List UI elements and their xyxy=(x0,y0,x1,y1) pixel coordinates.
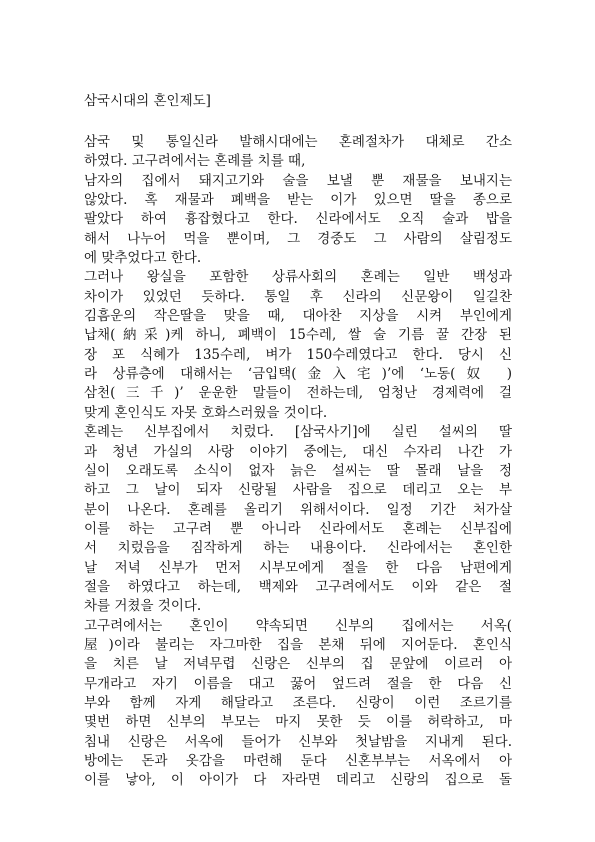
text-line: 부와 함께 자게 해달라고 조른다. 신랑이 이런 조르기를 xyxy=(84,694,512,711)
text-line: 남자의 집에서 돼지고기와 술을 보낼 뿐 재물을 보내지는 xyxy=(84,172,512,189)
text-line: 과 청년 가실의 사랑 이야기 중에는, 대신 수자리 나간 가 xyxy=(84,443,512,460)
text-line: 라 상류층에 대해서는 ‘금입택(金入宅)’에 ‘노동(奴 ) xyxy=(84,366,512,383)
text-line: 삼국 및 통일신라 발해시대에는 혼례절차가 대체로 간소 xyxy=(84,134,512,150)
text-line: 팔았다 하여 흉잡혔다고 한다. 신라에서도 오직 술과 밥을 xyxy=(84,211,512,228)
text-line: 고구려에서는 혼인이 약속되면 신부의 집에서는 서옥( xyxy=(84,617,512,634)
text-line: 장 포 식혜가 135수레, 벼가 150수레였다고 한다. 당시 신 xyxy=(84,346,512,363)
document-page xyxy=(84,0,512,842)
text-line: 그러나 왕실을 포함한 상류사회의 혼례는 일반 백성과 xyxy=(84,269,512,286)
text-line: 않았다. 혹 재물과 폐백을 받는 이가 있으면 딸을 종으로 xyxy=(84,192,512,209)
text-line: 屋)이라 불리는 자그마한 집을 본채 뒤에 지어둔다. 혼인식 xyxy=(84,636,512,653)
text-line: 이를 낳아, 이 아이가 다 자라면 데리고 신랑의 집으로 돌 xyxy=(84,772,512,789)
text-line: 을 치른 날 저녁무렵 신랑은 신부의 집 문앞에 이르러 아 xyxy=(84,656,512,673)
text-line: 분이 나온다. 혼례를 올리기 위해서이다. 일정 기간 처가살 xyxy=(84,501,512,518)
text-line: 하였다. 고구려에서는 혼례를 치를 때, xyxy=(84,153,306,170)
text-line: 차이가 있었던 듯하다. 통일 후 신라의 신문왕이 일길찬 xyxy=(84,288,512,305)
text-line: 에 맞추었다고 한다. xyxy=(84,250,202,267)
text-line: 날 저녁 신부가 먼저 시부모에게 절을 한 다음 남편에게 xyxy=(84,559,512,576)
text-line: 이를 하는 고구려 뿐 아니라 신라에서도 혼례는 신부집에 xyxy=(84,520,512,537)
text-line: 삼천(三千)’ 운운한 말들이 전하는데, 엄청난 경제력에 걸 xyxy=(84,385,512,402)
section-title: 삼국시대의 혼인제도] xyxy=(84,93,211,109)
text-line: 해서 나누어 먹을 뿐이며, 그 경중도 그 사람의 살림정도 xyxy=(84,230,512,247)
text-line: 맞게 혼인식도 자못 호화스러웠을 것이다. xyxy=(84,404,328,421)
text-line: 방에는 돈과 옷감을 마련해 둔다 신혼부부는 서옥에서 아 xyxy=(84,753,512,769)
text-line: 서 치렀음을 짐작하게 하는 내용이다. 신라에서는 혼인한 xyxy=(84,540,512,557)
body-text xyxy=(84,133,512,791)
text-line: 김흠운의 작은딸을 맞을 때, 대아찬 지상을 시켜 부인에게 xyxy=(84,308,512,325)
text-line: 절을 하였다고 하는데, 백제와 고구려에서도 이와 같은 절 xyxy=(84,578,512,595)
text-line: 몇번 하면 신부의 부모는 마지 못한 듯 이를 허락하고, 마 xyxy=(84,714,512,731)
text-line: 무개라고 자기 이름을 대고 꿇어 엎드려 절을 한 다음 신 xyxy=(84,675,512,692)
text-line: 혼례는 신부집에서 치렀다. [삼국사기]에 실린 설씨의 딸 xyxy=(84,424,512,441)
text-line: 하고 그 날이 되자 신랑될 사람을 집으로 데리고 오는 부 xyxy=(84,482,512,499)
text-line: 납채(納采)케 하니, 폐백이 15수레, 쌀 술 기름 꿀 간장 된 xyxy=(84,327,512,344)
text-line: 실이 오래도록 소식이 없자 늙은 설씨는 딸 몰래 날을 정 xyxy=(84,462,512,479)
text-line: 침내 신랑은 서옥에 들어가 신부와 첫날밤을 지내게 된다. xyxy=(84,733,512,750)
text-line: 차를 거쳤을 것이다. xyxy=(84,598,202,615)
